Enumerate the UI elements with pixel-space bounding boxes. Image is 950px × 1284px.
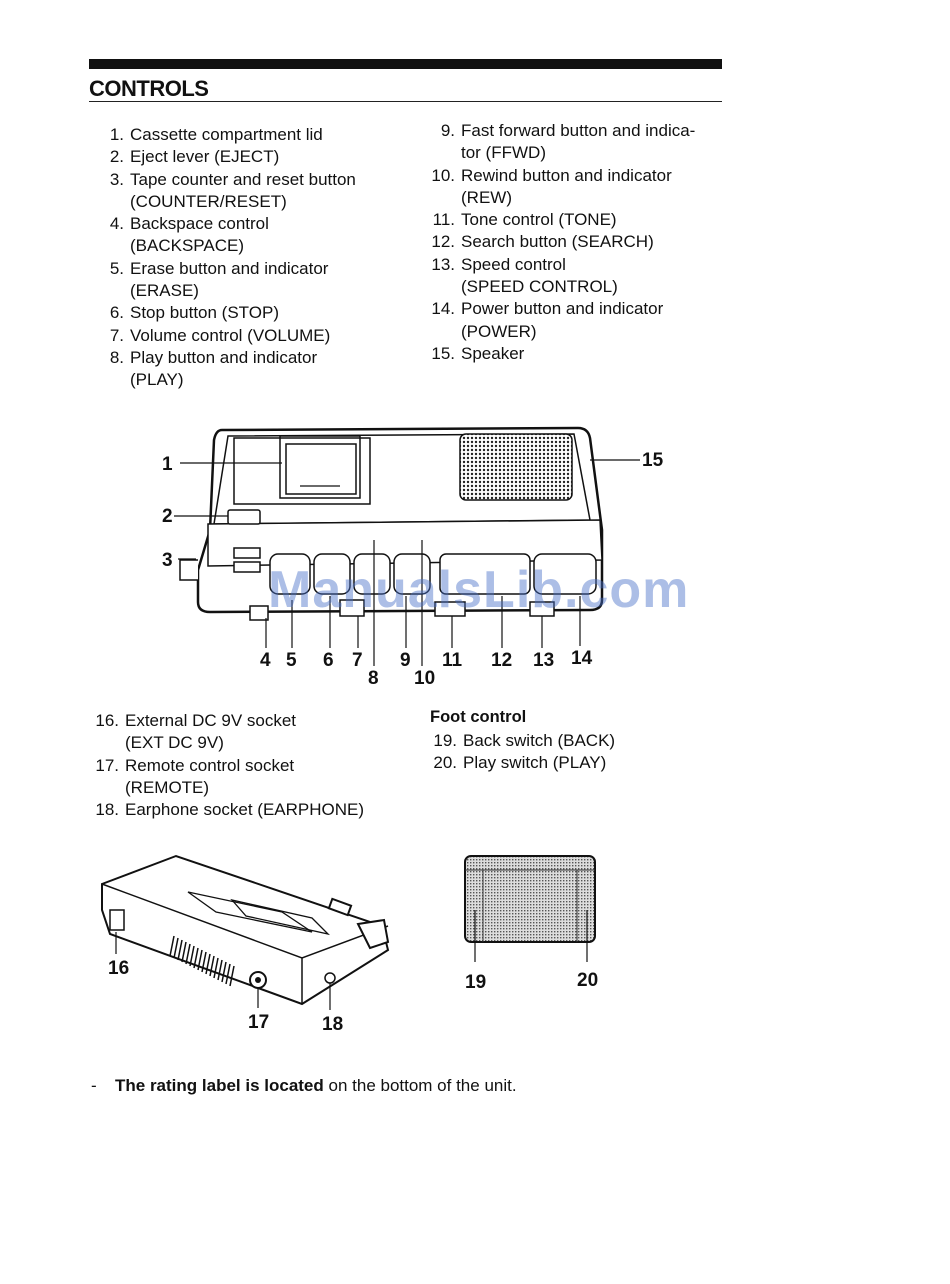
recorder-front-diagram xyxy=(150,420,690,695)
label-4: 4 xyxy=(260,650,271,671)
item-number: 2. xyxy=(109,147,124,167)
item-text: (POWER) xyxy=(461,321,537,341)
item-number: 4. xyxy=(109,214,124,234)
note-rest: on the bottom of the unit. xyxy=(323,1076,517,1095)
list-item xyxy=(96,146,416,168)
label-9: 9 xyxy=(400,650,411,671)
item-number: 8. xyxy=(109,347,124,367)
item-number: 17. xyxy=(95,755,119,775)
item-number: 3. xyxy=(109,169,124,189)
label-16: 16 xyxy=(108,958,130,979)
item-number: 20. xyxy=(433,753,457,773)
label-5: 5 xyxy=(286,650,297,671)
item-text: (COUNTER/RESET) xyxy=(130,191,287,211)
list-item xyxy=(96,325,416,347)
item-text: Cassette compartment lid xyxy=(130,125,323,144)
list-item xyxy=(96,258,416,303)
list-item xyxy=(91,710,421,755)
item-text: Volume control (VOLUME) xyxy=(130,325,331,345)
list-item xyxy=(96,302,416,324)
label-2: 2 xyxy=(162,506,173,527)
item-number: 12. xyxy=(431,232,455,252)
list-item xyxy=(96,213,416,258)
foot-control-list xyxy=(429,730,729,775)
item-text: Play button and indicator xyxy=(130,347,318,367)
item-text: Search button (SEARCH) xyxy=(461,232,654,252)
speaker-grill xyxy=(460,434,572,500)
label-6: 6 xyxy=(323,650,334,671)
page-title: CONTROLS xyxy=(89,76,209,101)
item-text: (EXT DC 9V) xyxy=(125,733,224,753)
item-text: Remote control socket xyxy=(125,755,295,775)
item-number: 19. xyxy=(433,731,457,750)
item-text: (REMOTE) xyxy=(125,777,210,797)
item-text: Speaker xyxy=(461,343,525,363)
controls-list-right xyxy=(427,120,737,365)
label-11: 11 xyxy=(442,650,463,671)
list-item xyxy=(427,165,737,210)
item-text: Stop button (STOP) xyxy=(130,303,279,323)
label-14: 14 xyxy=(571,648,593,669)
label-15: 15 xyxy=(642,450,664,471)
label-17: 17 xyxy=(248,1012,270,1033)
item-text: Power button and indicator xyxy=(461,299,664,319)
item-text: tor (FFWD) xyxy=(461,143,546,163)
list-item xyxy=(91,755,421,800)
item-text: Speed control xyxy=(461,254,566,274)
foot-control-heading: Foot control xyxy=(430,708,527,726)
foot-control-diagram xyxy=(455,850,615,995)
item-text: Tape counter and reset button xyxy=(130,169,356,189)
item-number: 9. xyxy=(440,121,455,140)
item-number: 16. xyxy=(95,711,119,730)
item-text: Tone control (TONE) xyxy=(461,210,617,230)
label-1: 1 xyxy=(162,454,173,475)
item-number: 7. xyxy=(109,325,124,345)
list-item xyxy=(96,347,416,392)
item-text: (BACKSPACE) xyxy=(130,236,244,256)
item-number: 11. xyxy=(432,210,455,230)
note-dash: - xyxy=(91,1076,97,1095)
controls-list-side xyxy=(91,710,421,821)
list-item xyxy=(96,169,416,214)
label-3: 3 xyxy=(162,550,173,571)
label-19: 19 xyxy=(465,972,487,993)
earphone-socket xyxy=(325,973,335,983)
item-number: 13. xyxy=(431,254,455,274)
item-text: Backspace control xyxy=(130,214,269,234)
list-item xyxy=(427,120,737,165)
title-divider xyxy=(89,101,722,102)
item-number: 5. xyxy=(109,258,124,278)
list-item xyxy=(429,752,729,774)
item-number: 14. xyxy=(431,299,455,319)
label-7: 7 xyxy=(352,650,363,671)
item-text: (REW) xyxy=(461,187,512,207)
item-text: Fast forward button and indica- xyxy=(461,121,696,140)
watermark: ManualsLib.com xyxy=(268,561,690,619)
item-number: 6. xyxy=(109,303,124,323)
label-10: 10 xyxy=(414,668,436,689)
item-text: Play switch (PLAY) xyxy=(463,753,607,773)
item-text: Rewind button and indicator xyxy=(461,165,672,185)
list-item xyxy=(427,343,737,365)
list-item xyxy=(91,799,421,821)
item-text: Eject lever (EJECT) xyxy=(130,147,280,167)
item-text: (PLAY) xyxy=(130,370,184,390)
list-item xyxy=(427,298,737,343)
list-item xyxy=(427,209,737,231)
item-text: Erase button and indicator xyxy=(130,258,329,278)
item-number: 18. xyxy=(95,800,119,820)
item-number: 1. xyxy=(109,125,124,144)
item-text: Earphone socket (EARPHONE) xyxy=(125,800,365,820)
label-18: 18 xyxy=(322,1014,344,1035)
item-number: 15. xyxy=(431,343,455,363)
label-20: 20 xyxy=(577,970,599,991)
rating-label-note xyxy=(91,1076,517,1096)
list-item xyxy=(96,124,416,146)
item-text: External DC 9V socket xyxy=(125,711,297,730)
controls-list-left xyxy=(96,124,416,392)
item-number: 10. xyxy=(431,165,455,185)
recorder-side-diagram xyxy=(92,850,402,1040)
item-text: (ERASE) xyxy=(130,281,199,301)
label-13: 13 xyxy=(533,650,555,671)
list-item xyxy=(427,254,737,299)
item-text: (SPEED CONTROL) xyxy=(461,277,618,297)
header-bar xyxy=(89,59,722,69)
label-8: 8 xyxy=(368,668,379,689)
list-item xyxy=(427,231,737,253)
note-bold: The rating label is located xyxy=(115,1076,324,1095)
item-text: Back switch (BACK) xyxy=(463,731,616,750)
list-item xyxy=(429,730,729,752)
label-12: 12 xyxy=(491,650,513,671)
